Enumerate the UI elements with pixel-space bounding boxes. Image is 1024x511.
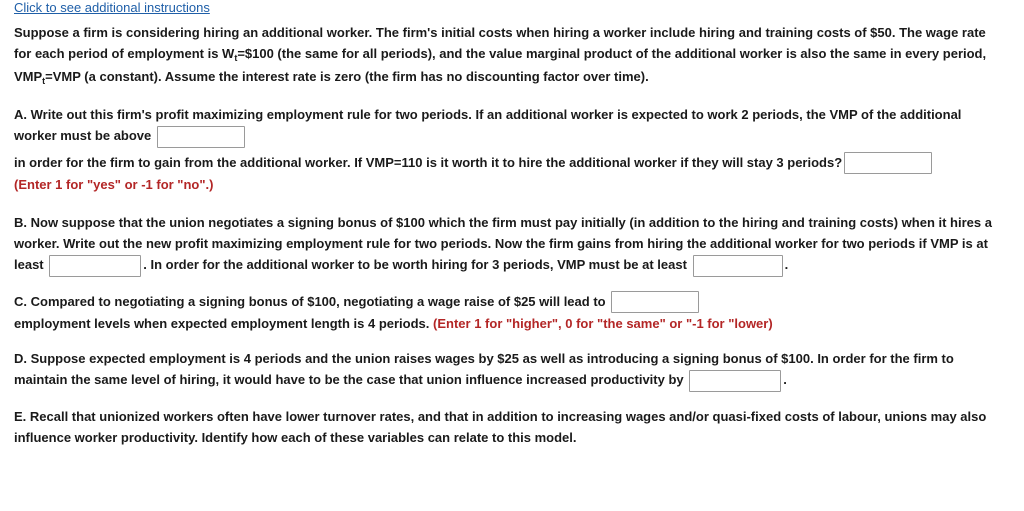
part-b-end: .	[784, 257, 789, 273]
part-c-text-2: employment levels when expected employment length is 4 periods.	[14, 316, 430, 332]
part-d-paragraph	[14, 348, 1004, 392]
intro-text-3: =VMP (a constant). Assume the interest rate is zero (the firm has no discounting factor over time).	[45, 69, 649, 84]
part-e-text: E. Recall that unionized workers often have lower turnover rates, and that in addition to increasing wages and/or quasi-fixed costs of labour, unions may also influence worker productivity. Identify how each of these variables can relate to this model.	[14, 408, 987, 445]
intro-text-2: =$100 (the same for all periods), and the value marginal product of the additional worker is also the same in every period, VMP	[14, 46, 987, 84]
instructions-link[interactable]: Click to see additional instructions	[14, 0, 210, 15]
part-c-answer-input[interactable]	[611, 291, 699, 313]
part-c-hint: (Enter 1 for "higher", 0 for "the same" or "-1 for "lower)	[433, 316, 773, 332]
part-a-text-2: in order for the firm to gain from the additional worker. If VMP=110 is it worth it to hire the additional worker if they will stay 3 periods?	[14, 154, 843, 170]
part-a-paragraph-2	[14, 152, 1004, 196]
part-a-answer-1-input[interactable]	[157, 126, 245, 148]
part-d-text-1: D. Suppose expected employment is 4 periods and the union raises wages by $25 as well as introducing a signing bonus of $100. In order for the firm to maintain the same level of hiring, it would have to be the case that union influence increased productivity by	[14, 351, 954, 388]
part-b-text-1: B. Now suppose that the union negotiates a signing bonus of $100 which the firm must pay initially (in addition to the hiring and training costs) when it hires a worker. Write out the new profit maximizing employment rule for two periods. Now the firm gains from hiring the additional worker for two periods if VMP is at least	[14, 215, 992, 273]
part-a-paragraph	[14, 104, 1004, 148]
intro-paragraph	[14, 22, 1004, 89]
part-d-end: .	[783, 372, 787, 388]
subscript-t-2: t	[42, 76, 46, 86]
part-a-answer-2-input[interactable]	[844, 152, 932, 174]
part-a-text-1: A. Write out this firm's profit maximizing employment rule for two periods. If an additional worker is expected to work 2 periods, the VMP of the additional worker must be above	[14, 107, 962, 143]
subscript-t-1: t	[234, 53, 238, 63]
part-b-paragraph	[14, 212, 1004, 277]
part-e-paragraph	[14, 406, 1004, 448]
part-c-paragraph	[14, 291, 1004, 335]
part-c-text-1: C. Compared to negotiating a signing bonus of $100, negotiating a wage raise of $25 will lead to	[14, 293, 606, 309]
part-d-answer-input[interactable]	[689, 370, 781, 392]
part-b-answer-1-input[interactable]	[49, 255, 141, 277]
part-a-hint: (Enter 1 for "yes" or -1 for "no".)	[14, 177, 214, 193]
intro-text-1: Suppose a firm is considering hiring an additional worker. The firm's initial costs when hiring a worker include hiring and training costs of $50. The wage rate for each period of employment is W	[14, 25, 986, 61]
part-b-answer-2-input[interactable]	[693, 255, 783, 277]
question-page	[14, 0, 1004, 448]
part-b-text-2: . In order for the additional worker to be worth hiring for 3 periods, VMP must be at least	[143, 257, 687, 273]
